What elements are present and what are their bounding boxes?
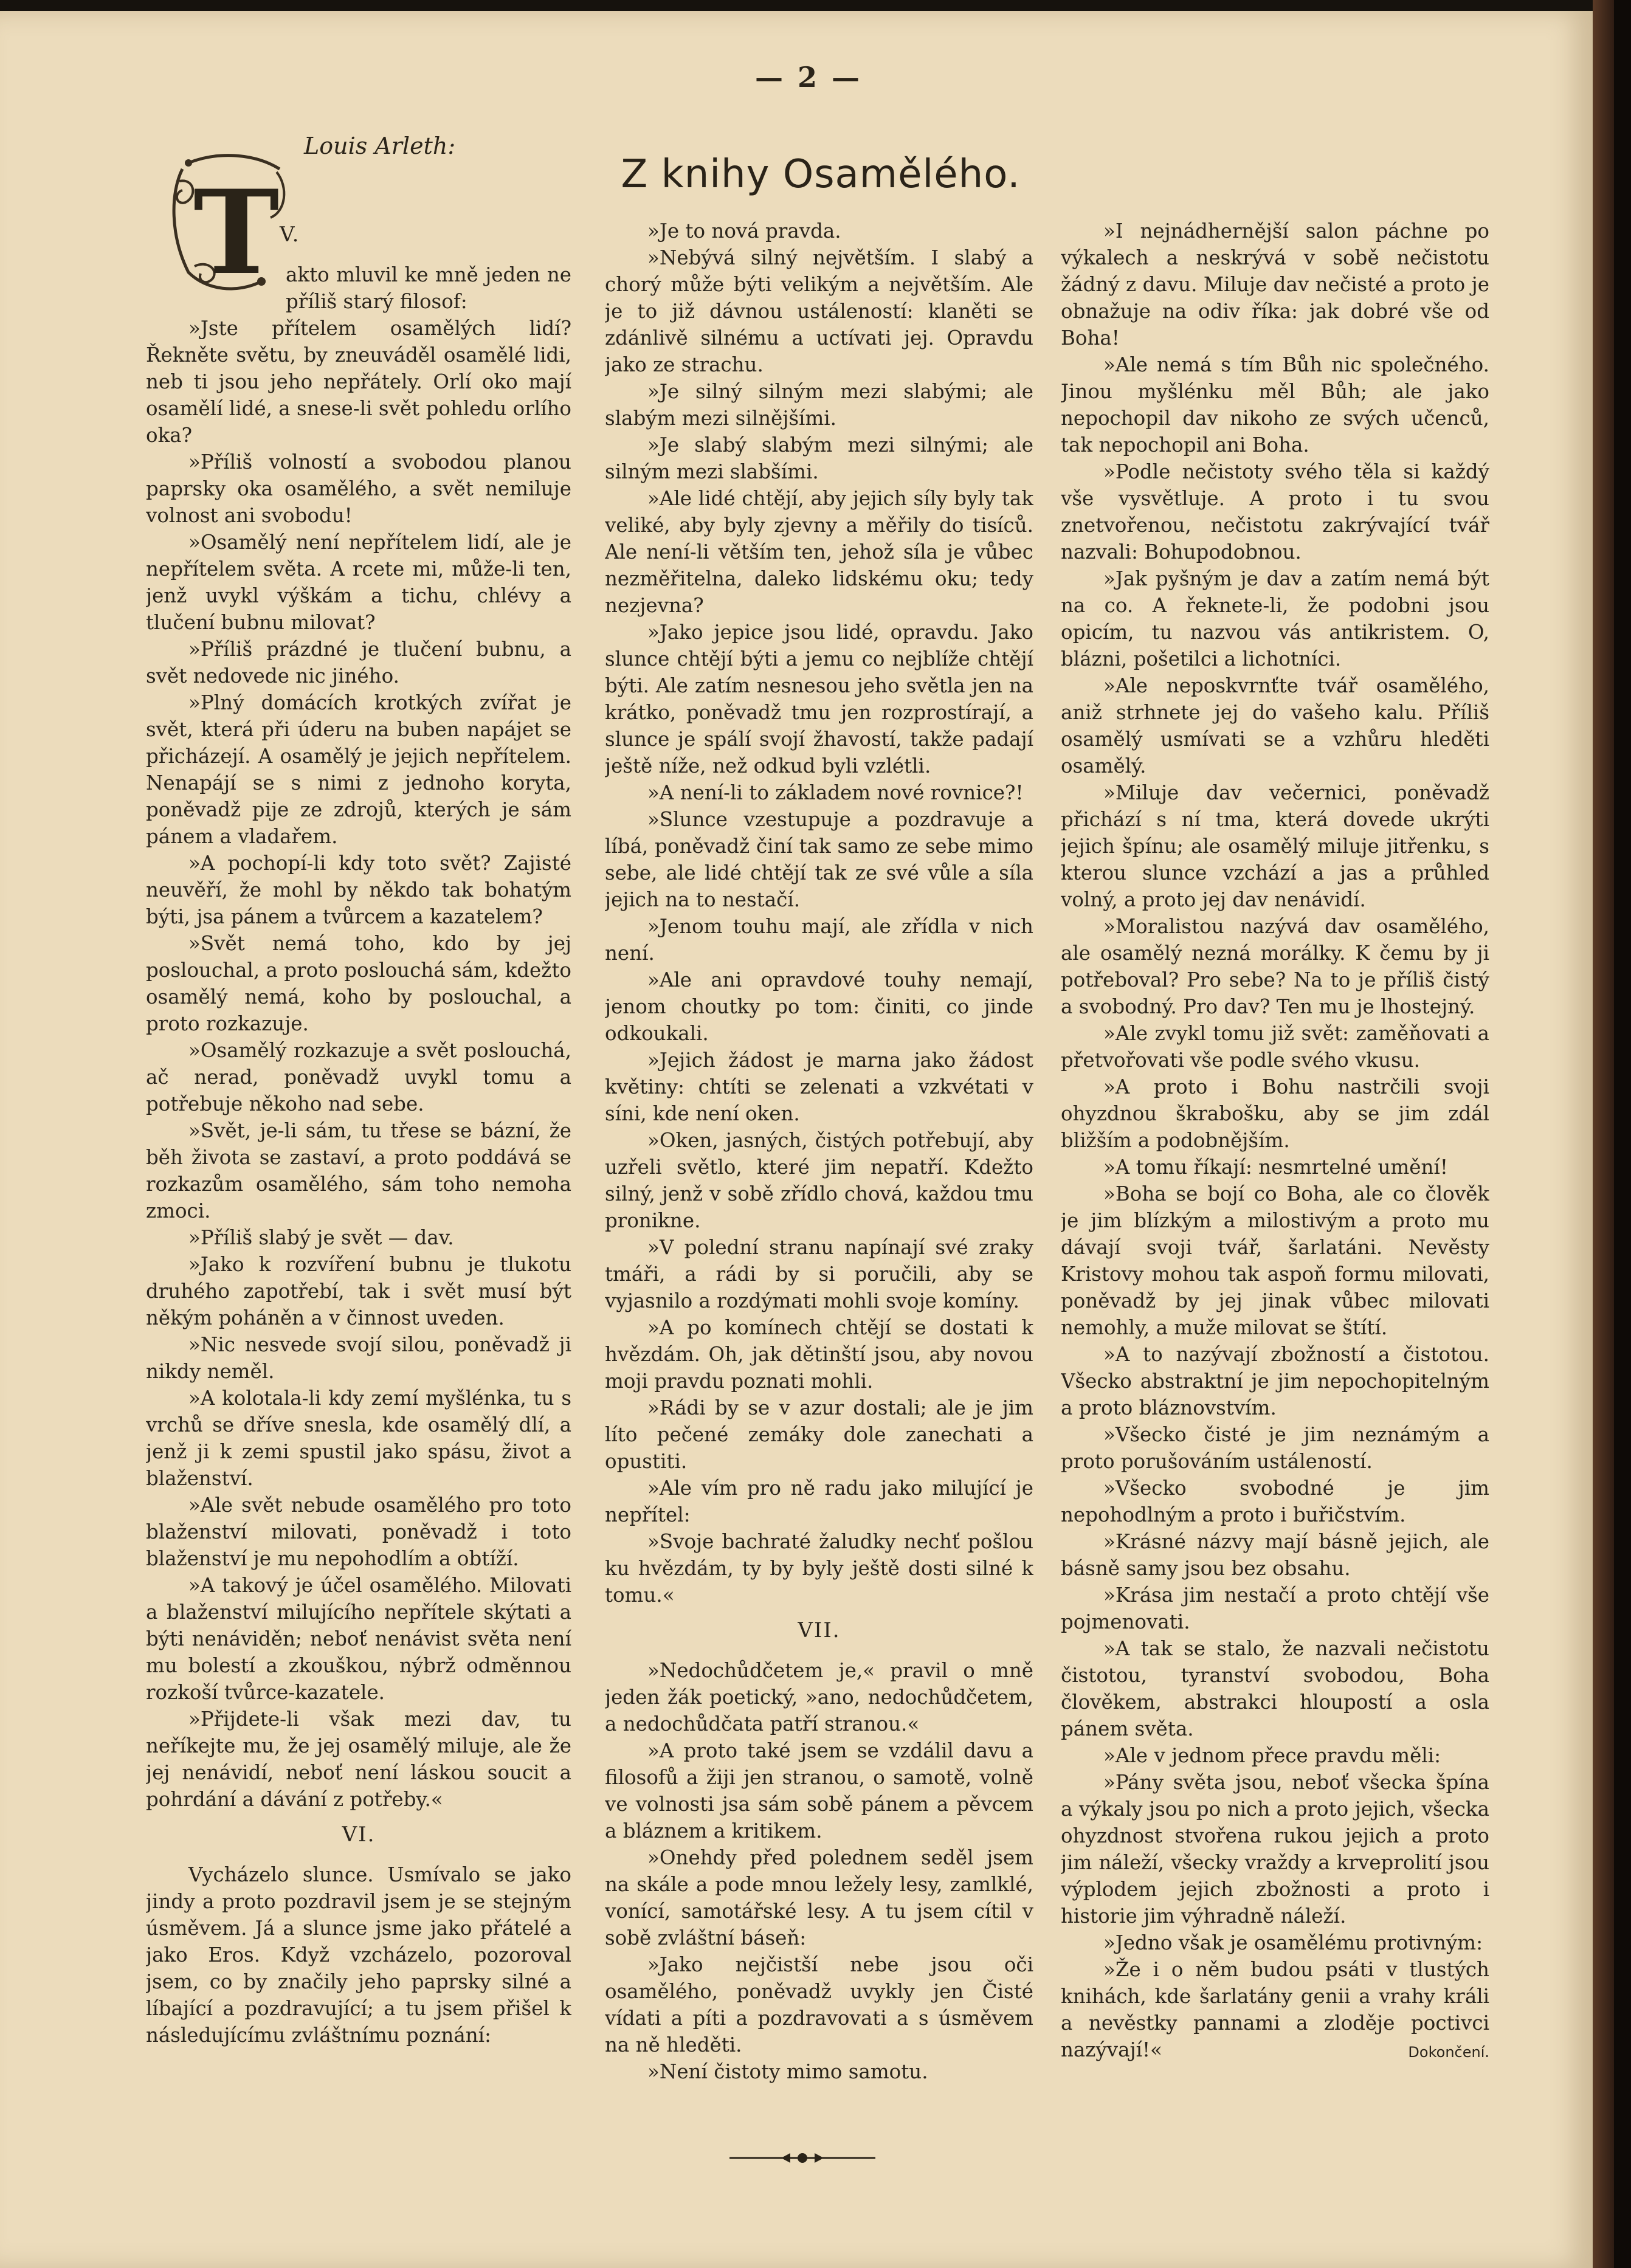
paragraph: »A pochopí-li kdy toto svět? Zajisté neuvěří, že mohl by někdo tak bohatým býti, jsa pánem a tvůrcem a kazatelem? xyxy=(146,852,571,928)
page-number: — 2 — xyxy=(754,61,863,94)
paragraph: »Nedochůdčetem je,« pravil o mně jeden žák poetický, »ano, nedochůdčetem, a nedochůdčata patří stranou.« xyxy=(605,1659,1033,1735)
paragraph: »A kolotala-li kdy zemí myšlénka, tu s vrchů se dříve snesla, kde osamělý dlí, a jenž ji k zemi spustil jako spásu, život a blaženství. xyxy=(146,1387,571,1490)
article-title: Z knihy Osamělého. xyxy=(621,152,1021,197)
paragraph: Vycházelo slunce. Usmívalo se jako jindy a proto pozdravil jsem je se stejným úsměvem. Já a slunce jsme jako přátelé a jako Eros. Když vzcházelo, pozoroval jsem, co by značily jeho paprsky silné a líbající a pozdravující; a tu jsem přišel k následujícímu zvláštnímu poznání: xyxy=(146,1863,571,2047)
paragraph: »Není čistoty mimo samotu. xyxy=(647,2060,928,2083)
paragraph: »Osamělý rozkazuje a svět poslouchá, ač nerad, poněvadž uvykl tomu a potřebuje někoho nad sebe. xyxy=(146,1039,571,1115)
paragraph: »Krásné názvy mají básně jejich, ale básně samy jsou bez obsahu. xyxy=(1061,1530,1489,1580)
paragraph: »Ale nemá s tím Bůh nic společného. Jinou myšlénku měl Bůh; ale jako nepochopil dav nikoho ze svých učenců, tak nepochopil ani Boha. xyxy=(1061,353,1489,457)
paragraph: »Krása jim nestačí a proto chtějí vše pojmenovati. xyxy=(1061,1584,1489,1633)
paragraph: »Příliš prázdné je tlučení bubnu, a svět nedovede nic jiného. xyxy=(146,638,571,688)
paragraph: »A proto i Bohu nastrčili svoji ohyzdnou škrabošku, aby se jim zdál bližším a podobnějším. xyxy=(1061,1075,1489,1152)
paragraph: »Že i o něm budou psáti v tlustých knihách, kde šarlatány genii a vrahy králi a nevěstky pannami a zloděje poctivci nazývají!« xyxy=(1061,1958,1489,2061)
paragraph: »Jedno však je osamělému protivným: xyxy=(1103,1931,1483,1954)
paragraph: »Jejich žádost je marna jako žádost květiny: chtíti se zelenati a vzkvétati v síni, kde není oken. xyxy=(605,1049,1033,1125)
paragraph: »Příliš volností a svobodou planou paprsky oka osamělého, a svět nemiluje volnost ani svobodu! xyxy=(146,450,571,527)
paragraph: »Ale ani opravdové touhy nemají, jenom choutky po tom: činiti, co jinde odkoukali. xyxy=(605,968,1033,1045)
paragraph: »Nebývá silný největším. I slabý a chorý může býti velikým a největším. Ale je to již dávnou ustáleností: klaněti se zdánlivě silnému a uctívati jej. Opravdu jako ze strachu. xyxy=(605,246,1033,376)
paragraph: »Jako nejčistší nebe jsou oči osamělého, poněvadž uvykly jen Čisté vídati a píti a pozdravovati a s úsměvem na ně hleděti. xyxy=(605,1953,1033,2056)
paragraph: »Osamělý není nepřítelem lidí, ale je nepřítelem světa. A rcete mi, může-li ten, jenž uvykl výškám a tichu, chlévy a tlučení bubnu milovat? xyxy=(146,531,571,634)
paragraph: »Svět, je-li sám, tu třese se bázní, že běh života se zastaví, a proto poddává se rozkazům osamělého, sám toho nemoha zmoci. xyxy=(146,1119,571,1222)
paragraph: »Podle nečistoty svého těla si každý vše vysvětluje. A proto i tu svou znetvořenou, nečistotu zakrývající tvář nazvali: Bohupodobnou. xyxy=(1061,460,1489,564)
scan-top-band xyxy=(0,0,1631,11)
paragraph: »V polední stranu napínají své zraky tmáři, a rádi by si poručili, aby se vyjasnilo a rozdýmati mohli svoje komíny. xyxy=(605,1236,1033,1312)
paragraph: »Jako k rozvíření bubnu je tlukotu druhého zapotřebí, tak i svět musí být někým poháněn a v činnost uveden. xyxy=(146,1253,571,1329)
paragraph: »Svoje bachraté žaludky nechť pošlou ku hvězdám, ty by byly ještě dosti silné k tomu.« xyxy=(605,1530,1033,1607)
paragraph: akto mluvil ke mně jeden ne příliš starý filosof: xyxy=(286,263,571,313)
paragraph: »Moralistou nazývá dav osamělého, ale osamělý nezná morálky. K čemu by ji potřeboval? Pro sebe? Na to je příliš čistý a svobodný. Pro dav? Ten mu je lhostejný. xyxy=(1061,915,1489,1018)
section-heading-v: V. xyxy=(280,222,300,247)
paragraph: »Přijdete-li však mezi dav, tu neříkejte mu, že jej osamělý miluje, ale že jej nenávidí, neboť není láskou soucit a pohrdání a dávání z potřeby.« xyxy=(146,1708,571,1811)
paragraph: »Je to nová pravda. xyxy=(647,219,841,243)
paragraph: »Oken, jasných, čistých potřebují, aby uzřeli světlo, které jim nepatří. Kdežto silný, jenž v sobě zřídlo chová, každou tmu pronikne. xyxy=(605,1129,1033,1232)
paragraph: »Je slabý slabým mezi silnými; ale silným mezi slabšími. xyxy=(605,433,1033,483)
text-column-1 xyxy=(146,213,571,2152)
paragraph: »Svět nemá toho, kdo by jej poslouchal, a proto poslouchá sám, kdežto osamělý nemá, koho by poslouchal, a proto rozkazuje. xyxy=(146,932,571,1035)
paragraph: »Ale zvykl tomu již svět: zaměňovati a přetvořovati vše podle svého vkusu. xyxy=(1061,1022,1489,1072)
paragraph: »Jako jepice jsou lidé, opravdu. Jako slunce chtějí býti a jemu co nejblíže chtějí býti. Ale zatím nesnesou jeho světla jen na krátko, poněvadž tmu jen rozprostírají, a slunce je spálí svojí žhavostí, takže padají ještě níže, než odkud byli vzlétli. xyxy=(605,621,1033,777)
paragraph: »Rádi by se v azur dostali; ale je jim líto pečené zemáky dole zanechati a opustiti. xyxy=(605,1396,1033,1473)
paragraph: »Pány světa jsou, neboť všecka špína a výkaly jsou po nich a proto jejich, všecka ohyzdnost stvořena rukou jejich a proto jim náleží, všecky vraždy a krveprolití jsou výplodem jejich zbožnosti a proto i historie jim výhradně náleží. xyxy=(1061,1771,1489,1928)
paragraph: »Ale lidé chtějí, aby jejich síly byly tak veliké, aby byly zjevny a měřily do tisíců. Ale není-li větším ten, jehož síla je vůbec nezměřitelna, daleko lidskému oku; tedy nezjevna? xyxy=(605,487,1033,617)
paragraph: »Jak pyšným je dav a zatím nemá být na co. A řeknete-li, že podobni jsou opicím, tu nazvou vás antikristem. O, blázni, pošetilci a lichotníci. xyxy=(1061,567,1489,670)
paragraph: »A není-li to základem nové rovnice?! xyxy=(647,781,1024,804)
initial-letter: T xyxy=(193,165,280,300)
paragraph: »A proto také jsem se vzdálil davu a filosofů a žiji jen stranou, o samotě, volně ve volnosti jsa sám sobě pánem a pěvcem a bláznem a kritikem. xyxy=(605,1739,1033,1842)
paragraph: »A tomu říkají: nesmrtelné umění! xyxy=(1103,1156,1448,1179)
column-1-intro xyxy=(146,221,571,315)
paragraph: »I nejnádhernější salon páchne po výkalech a neskrývá v sobě nečistotu žádný z davu. Miluje dav nečisté a proto je obnažuje na odiv říka: jak dobré vše od Boha! xyxy=(1061,219,1489,350)
paragraph: »Všecko svobodné je jim nepohodlným a proto i buřičstvím. xyxy=(1061,1477,1489,1526)
paragraph: »Jste přítelem osamělých lidí? Řekněte světu, by zneuváděl osamělé lidi, neb ti jsou jeho nepřátely. Orlí oko mají osamělí lidé, a snese-li svět pohledu orlího oka? xyxy=(146,317,571,447)
paragraph: »Jenom touhu mají, ale zřídla v nich není. xyxy=(605,915,1033,965)
paragraph: »Ale v jednom přece pravdu měli: xyxy=(1103,1744,1441,1767)
author-name: Louis Arleth: xyxy=(304,133,456,159)
paragraph: »Plný domácích krotkých zvířat je svět, která při úderu na buben napájet se přicházejí. A osamělý je jejich nepřítelem. Nenapájí se s nimi z jednoho koryta, poněvadž pije ze zdrojů, kterých je sám pánem a vladařem. xyxy=(146,691,571,848)
ending-note: Dokončení. xyxy=(1408,2044,1489,2061)
paragraph: »Ale svět nebude osamělého pro toto blaženství milovati, poněvadž i toto blaženství je mu nepohodlím a obtíží. xyxy=(146,1494,571,1570)
paragraph: »Boha se bojí co Boha, ale co člověk je jim blízkým a milostivým a proto mu dávají svoji tvář, šarlatáni. Nevěsty Kristovy mohou tak aspoň formu milovati, poněvadž by jej jinak vůbec milovati nemohly, a muže milovat se štítí. xyxy=(1061,1182,1489,1339)
paragraph: »Příliš slabý je svět — dav. xyxy=(188,1226,454,1249)
paragraph: »Miluje dav večernici, poněvadž přichází s ní tma, která dovede ukrýti jejich špínu; ale osamělý miluje jitřenku, s kterou slunce vzchází a jas a průhled volný, a proto jej dav nenávidí. xyxy=(1061,781,1489,911)
paragraph: »A to nazývají zbožností a čistotou. Všecko abstraktní je jim nepochopitelným a proto bláznovstvím. xyxy=(1061,1343,1489,1419)
text-column-3 xyxy=(1061,218,1489,2157)
paragraph: »Ale vím pro ně radu jako milující je nepřítel: xyxy=(605,1477,1033,1526)
text-column-2 xyxy=(605,218,1033,2157)
paragraph: »A takový je účel osamělého. Milovati a blaženství milujícího nepřítele skýtati a býti nenáviděn; neboť nenávist světa není mu bolestí a zkouškou, nýbrž odměnnou rozkoší tvůrce-kazatele. xyxy=(146,1574,571,1704)
paragraph: »Ale neposkvrnťte tvář osamělého, aniž strhnete jej do vašeho kalu. Příliš osamělý usmívati se a vzhůru hleděti osamělý. xyxy=(1061,674,1489,777)
section-heading-vi: VI. xyxy=(342,1822,376,1847)
divider-ornament-icon xyxy=(723,2146,881,2170)
paragraph: »Slunce vzestupuje a pozdravuje a líbá, poněvadž činí tak samo ze sebe mimo sebe, ale lidé chtějí tak ze své vůle a síla jejich na to nestačí. xyxy=(605,808,1033,911)
paragraph: »Všecko čisté je jim neznámým a proto porušováním ustáleností. xyxy=(1061,1423,1489,1473)
section-heading-vii: VII. xyxy=(798,1618,841,1642)
paragraph: »Onehdy před polednem seděl jsem na skále a pode mnou ležely lesy, zamlklé, vonící, samotářské lesy. A tu jsem cítil v sobě zvláštní báseň: xyxy=(605,1846,1033,1949)
paragraph: »A tak se stalo, že nazvali nečistotu čistotou, tyranství svobodou, Boha člověkem, abstrakci hloupostí a osla pánem světa. xyxy=(1061,1637,1489,1740)
paragraph: »Je silný silným mezi slabými; ale slabým mezi silnějšími. xyxy=(605,380,1033,430)
paragraph: »A po komínech chtějí se dostati k hvězdám. Oh, jak dětinští jsou, aby novou moji pravdu poznati mohli. xyxy=(605,1316,1033,1393)
paragraph: »Nic nesvede svojí silou, poněvadž ji nikdy neměl. xyxy=(146,1333,571,1383)
end-ornament xyxy=(723,2146,881,2170)
book-spine-edge xyxy=(1614,0,1631,2268)
